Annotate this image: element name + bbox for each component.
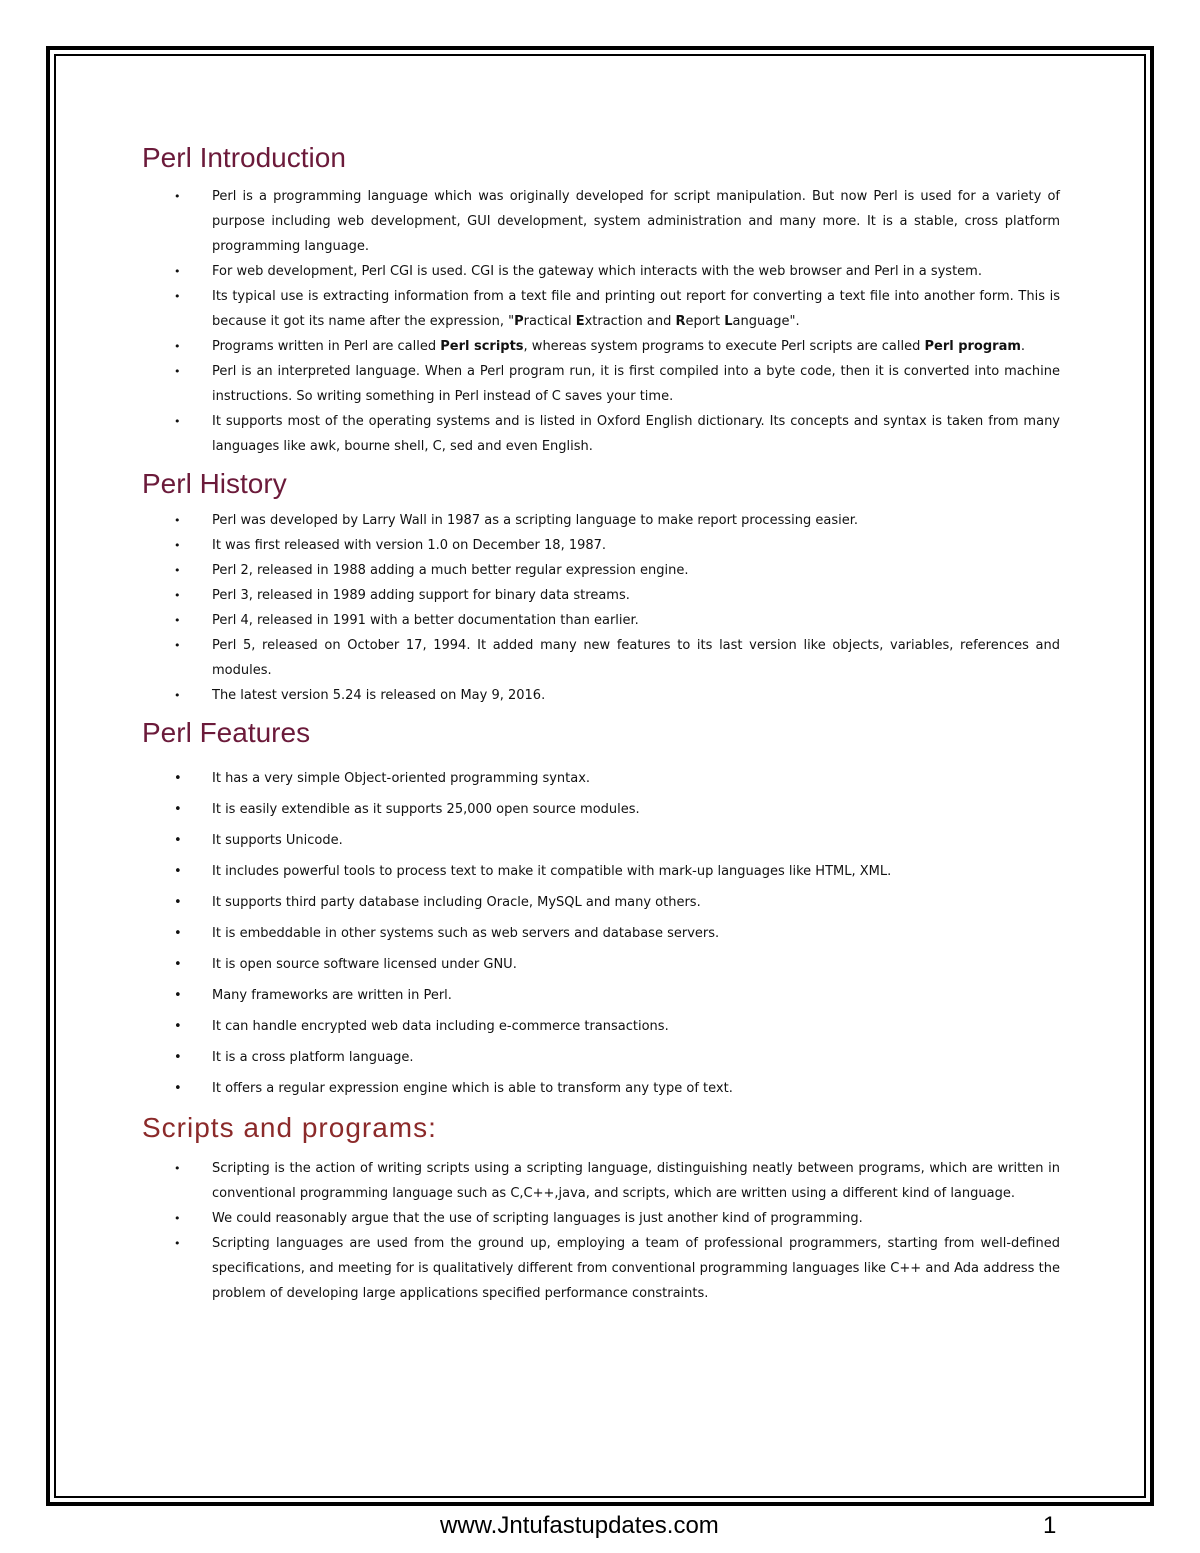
bullet-icon: •	[174, 1050, 182, 1065]
bullet-icon: •	[174, 957, 182, 972]
list-history	[142, 508, 1060, 708]
bullet-icon: •	[174, 895, 182, 910]
list-item: • Perl 4, released in 1991 with a better documentation than earlier.	[142, 608, 1060, 633]
bullet-icon: •	[174, 1237, 181, 1250]
list-item: • Scripting languages are used from the ground up, employing a team of professional programmers, starting from well-defined specifications, and meeting for is qualitatively different from conventional programming languages like C++ and Ada address the problem of developing large applications specified performance constraints.	[142, 1231, 1060, 1306]
list-item: • It includes powerful tools to process text to make it compatible with mark-up languages like HTML, XML.	[142, 856, 1060, 887]
bullet-icon: •	[174, 514, 181, 527]
heading-perl-introduction: Perl Introduction	[142, 142, 346, 173]
list-features	[142, 763, 1060, 1104]
list-item: • It is open source software licensed under GNU.	[142, 949, 1060, 980]
bullet-icon: •	[174, 265, 181, 278]
list-item: • Perl 2, released in 1988 adding a much better regular expression engine.	[142, 558, 1060, 583]
bullet-icon: •	[174, 802, 182, 817]
bullet-icon: •	[174, 1162, 181, 1175]
list-item: • It is embeddable in other systems such as web servers and database servers.	[142, 918, 1060, 949]
bullet-icon: •	[174, 539, 181, 552]
bullet-icon: •	[174, 190, 181, 203]
bullet-icon: •	[174, 1019, 182, 1034]
list-item: • It was first released with version 1.0 on December 18, 1987.	[142, 533, 1060, 558]
bullet-icon: •	[174, 926, 182, 941]
list-item: • It offers a regular expression engine which is able to transform any type of text.	[142, 1073, 1060, 1104]
list-item: • The latest version 5.24 is released on May 9, 2016.	[142, 683, 1060, 708]
bullet-icon: •	[174, 1212, 181, 1225]
heading-perl-features: Perl Features	[142, 717, 311, 748]
bullet-icon: •	[174, 589, 181, 602]
bullet-icon: •	[174, 290, 181, 303]
bullet-icon: •	[174, 689, 181, 702]
document-content	[142, 138, 1060, 1306]
list-item: • It is a cross platform language.	[142, 1042, 1060, 1073]
list-intro	[142, 184, 1060, 459]
bullet-icon: •	[174, 1081, 182, 1096]
bullet-icon: •	[174, 365, 181, 378]
bullet-icon: •	[174, 833, 182, 848]
bullet-icon: •	[174, 614, 181, 627]
list-item: • Many frameworks are written in Perl.	[142, 980, 1060, 1011]
list-item: • It supports Unicode.	[142, 825, 1060, 856]
list-item: • Perl is a programming language which was originally developed for script manipulation. But now Perl is used for a variety of purpose including web development, GUI development, system administration and many more. It is a stable, cross platform programming language.	[142, 184, 1060, 259]
bullet-icon: •	[174, 988, 182, 1003]
bullet-icon: •	[174, 864, 182, 879]
list-item: • It is easily extendible as it supports 25,000 open source modules.	[142, 794, 1060, 825]
list-scripts	[142, 1156, 1060, 1306]
heading-scripts-and-programs: Scripts and programs:	[142, 1112, 437, 1143]
footer-website-url: www.Jntufastupdates.com	[440, 1512, 719, 1539]
list-item: • Perl is an interpreted language. When a Perl program run, it is first compiled into a byte code, then it is converted into machine instructions. So writing something in Perl instead of C saves your time.	[142, 359, 1060, 409]
list-item: • It can handle encrypted web data including e-commerce transactions.	[142, 1011, 1060, 1042]
list-item: • Perl 3, released in 1989 adding support for binary data streams.	[142, 583, 1060, 608]
footer-page-number: 1	[1043, 1512, 1057, 1539]
list-item: • We could reasonably argue that the use of scripting languages is just another kind of programming.	[142, 1206, 1060, 1231]
bullet-icon: •	[174, 639, 181, 652]
list-item: • Scripting is the action of writing scripts using a scripting language, distinguishing neatly between programs, which are written in conventional programming language such as C,C++,java, and scripts, which are written using a different kind of language.	[142, 1156, 1060, 1206]
bullet-icon: •	[174, 771, 182, 786]
bullet-icon: •	[174, 564, 181, 577]
list-item: • For web development, Perl CGI is used. CGI is the gateway which interacts with the web browser and Perl in a system.	[142, 259, 1060, 284]
bullet-icon: •	[174, 415, 181, 428]
list-item: • Its typical use is extracting information from a text file and printing out report for converting a text file into another form. This is because it got its name after the expression, "Practical Extraction and Report Language".	[142, 284, 1060, 334]
list-item: • It supports most of the operating systems and is listed in Oxford English dictionary. Its concepts and syntax is taken from many languages like awk, bourne shell, C, sed and even English.	[142, 409, 1060, 459]
list-item: • Programs written in Perl are called Perl scripts, whereas system programs to execute Perl scripts are called Perl program.	[142, 334, 1060, 359]
list-item: • Perl 5, released on October 17, 1994. It added many new features to its last version like objects, variables, references and modules.	[142, 633, 1060, 683]
list-item: • It supports third party database including Oracle, MySQL and many others.	[142, 887, 1060, 918]
list-item: • Perl was developed by Larry Wall in 1987 as a scripting language to make report processing easier.	[142, 508, 1060, 533]
bullet-icon: •	[174, 340, 181, 353]
list-item: • It has a very simple Object-oriented programming syntax.	[142, 763, 1060, 794]
heading-perl-history: Perl History	[142, 468, 287, 499]
